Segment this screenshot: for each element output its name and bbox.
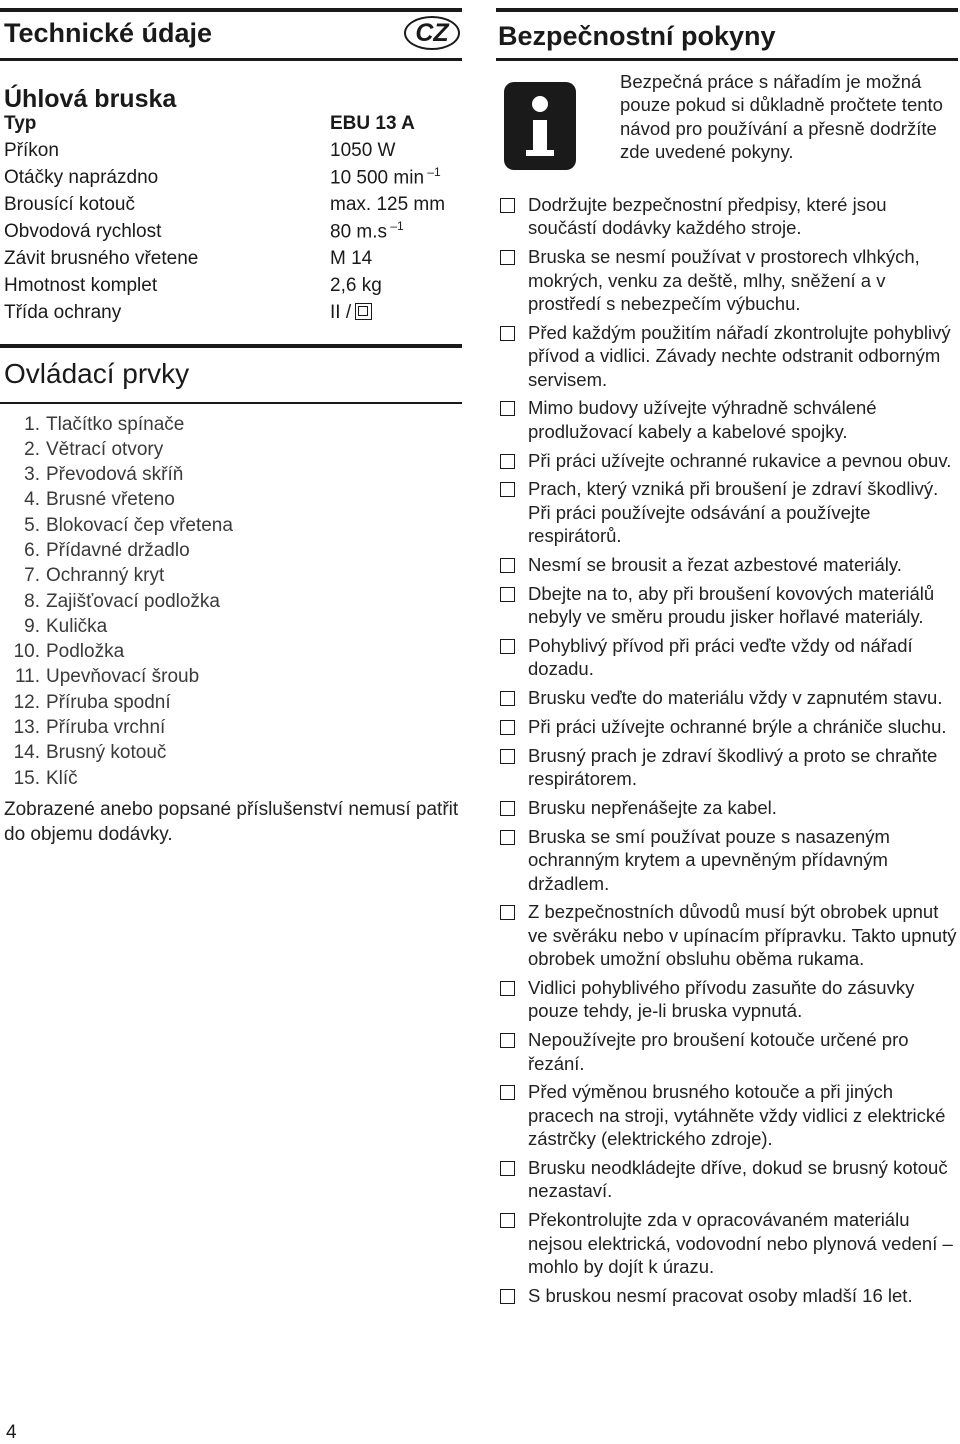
part-label: Převodová skříň — [46, 464, 184, 486]
spec-label: Závit brusného vřetene — [4, 247, 199, 269]
checkbox-bullet-icon — [500, 326, 515, 341]
part-label: Přídavné držadlo — [46, 539, 190, 561]
part-label: Příruba vrchní — [46, 717, 166, 739]
title-rule-right — [496, 58, 958, 61]
part-number: 1. — [24, 413, 40, 435]
section-title-safety: Bezpečnostní pokyny — [498, 21, 776, 51]
part-item — [0, 740, 462, 765]
part-item — [0, 589, 462, 614]
part-item — [0, 766, 462, 791]
spec-row — [4, 299, 462, 326]
controls-rule — [0, 344, 462, 348]
controls-underline — [0, 402, 462, 404]
accessories-note: Zobrazené anebo popsané příslušenství nemusí patřit do objemu dodávky. — [4, 798, 459, 845]
part-item — [0, 462, 462, 487]
checkbox-bullet-icon — [500, 482, 515, 497]
checkbox-bullet-icon — [500, 830, 515, 845]
safety-rule — [496, 1080, 958, 1150]
safety-rule — [496, 1156, 958, 1203]
left-header — [0, 8, 462, 114]
safety-rule-text: Brusku nepřenášejte za kabel. — [528, 797, 777, 819]
spec-label: Otáčky naprázdno — [4, 166, 159, 188]
part-number: 7. — [24, 565, 40, 587]
spec-row — [4, 245, 462, 272]
checkbox-bullet-icon — [500, 401, 515, 416]
spec-label: Třída ochrany — [4, 301, 122, 323]
safety-rule-text: Před každým použitím nářadí zkontrolujte pohyblivý přívod a vidlici. Závady nechte odstranit odborným servisem. — [528, 321, 951, 390]
country-badge: CZ — [404, 16, 460, 50]
part-item — [0, 614, 462, 639]
checkbox-bullet-icon — [500, 198, 515, 213]
part-label: Upevňovací šroub — [46, 666, 200, 688]
safety-rule — [496, 321, 958, 391]
part-number: 14. — [13, 742, 40, 764]
checkbox-bullet-icon — [500, 454, 515, 469]
safety-rule — [496, 825, 958, 895]
safety-rule-text: Dodržujte bezpečnostní předpisy, které jsou součástí dodávky každého stroje. — [528, 194, 887, 239]
part-number: 12. — [13, 691, 40, 713]
safety-rule-text: Vidlici pohyblivého přívodu zasuňte do zásuvky pouze tehdy, je-li bruska vypnutá. — [528, 977, 915, 1022]
spec-value: II / — [330, 302, 462, 324]
safety-rule-text: Z bezpečnostních důvodů musí být obrobek upnut ve svěráku nebo v upínacím přípravku. Takto upnutý obrobek umožní obsluhu oběma rukama. — [528, 901, 957, 970]
part-item — [0, 690, 462, 715]
spec-value: 10 500 min $^{-1}$ — [330, 165, 441, 189]
safety-rule — [496, 245, 958, 315]
safety-rule-text: Bruska se smí používat pouze s nasazeným ochranným krytem a upevněným přídavným držadlem. — [528, 825, 890, 894]
safety-rule — [496, 634, 958, 681]
safety-rule — [496, 1284, 958, 1307]
part-item — [0, 437, 462, 462]
part-label: Brusný kotouč — [46, 742, 167, 764]
spec-row-head — [4, 110, 462, 137]
spec-label: Příkon — [4, 139, 59, 161]
safety-rule-text: Dbejte na to, aby při broušení kovových materiálů nebyly ve směru proudu jisker hořlavé materiály. — [528, 582, 935, 628]
spec-label: Obvodová rychlost — [4, 220, 162, 242]
part-number: 2. — [24, 438, 40, 460]
class-ii-double-square-icon — [355, 303, 372, 320]
part-item — [0, 664, 462, 689]
controls-block — [0, 344, 462, 847]
safety-rule-text: Pohyblivý přívod při práci veďte vždy od nářadí dozadu. — [528, 635, 913, 680]
safety-rule — [496, 553, 958, 576]
right-header — [496, 8, 958, 61]
spec-row — [4, 191, 462, 218]
safety-rule — [496, 477, 958, 547]
product-title: Úhlová bruska — [4, 85, 177, 113]
page-number: 4 — [6, 1422, 17, 1443]
part-label: Blokovací čep vřetena — [46, 514, 233, 536]
safety-rule-text: Prach, který vzniká při broušení je zdraví škodlivý. Při práci používejte odsávání a používejte respirátorů. — [528, 478, 939, 547]
part-number: 13. — [13, 717, 40, 739]
spec-row — [4, 272, 462, 299]
spec-label: Typ — [4, 112, 37, 134]
safety-rule-text: Brusný prach je zdraví škodlivý a proto se chraňte respirátorem. — [528, 744, 938, 790]
spec-row — [4, 218, 462, 245]
title-rule — [0, 58, 462, 61]
parts-list — [0, 412, 462, 791]
safety-rule — [496, 193, 958, 240]
part-number: 8. — [24, 590, 40, 612]
spec-label: Hmotnost komplet — [4, 274, 158, 296]
safety-rule-text: S bruskou nesmí pracovat osoby mladší 16 let. — [528, 1284, 913, 1306]
spec-value: 80 m.s $^{-1}$ — [330, 219, 404, 243]
spec-rows — [4, 137, 462, 326]
spec-row — [4, 164, 462, 191]
safety-rule — [496, 1208, 958, 1278]
checkbox-bullet-icon — [500, 749, 515, 764]
left-title-row — [0, 12, 462, 54]
part-label: Podložka — [46, 641, 125, 663]
part-item — [0, 487, 462, 512]
spec-value: M 14 — [330, 247, 373, 269]
safety-rule-text: Při práci užívejte ochranné rukavice a pevnou obuv. — [528, 449, 952, 471]
safety-rule — [496, 796, 958, 819]
safety-rule-text: Překontrolujte zda v opracovávaném materiálu nejsou elektrická, vodovodní nebo plynová vedení – mohlo by dojít k úrazu. — [528, 1209, 953, 1278]
safety-rule — [496, 449, 958, 472]
part-label: Tlačítko spínače — [46, 413, 185, 435]
part-item — [0, 639, 462, 664]
checkbox-bullet-icon — [500, 691, 515, 706]
safety-rule — [496, 396, 958, 443]
part-number: 3. — [24, 464, 40, 486]
safety-rule-text: Brusku neodkládejte dříve, dokud se brusný kotouč nezastaví. — [528, 1157, 948, 1202]
safety-rule — [496, 715, 958, 738]
safety-rule-text: Bruska se nesmí používat v prostorech vlhkých, mokrých, venku za deště, mlhy, sněžení a v prostředí s nebezpečím výbuchu. — [528, 246, 920, 315]
checkbox-bullet-icon — [500, 639, 515, 654]
section-title-technical-data: Technické údaje — [4, 17, 213, 48]
controls-title: Ovládací prvky — [4, 358, 190, 389]
checkbox-bullet-icon — [500, 1085, 515, 1100]
part-label: Příruba spodní — [46, 691, 171, 713]
checkbox-bullet-icon — [500, 981, 515, 996]
part-number: 9. — [24, 615, 40, 637]
safety-rule — [496, 900, 958, 970]
unit-superscript: –1 — [424, 165, 441, 180]
unit-superscript: –1 — [387, 219, 404, 234]
checkbox-bullet-icon — [500, 1161, 515, 1176]
safety-rule — [496, 1028, 958, 1075]
part-number: 10. — [13, 641, 40, 663]
spec-value: EBU 13 A — [330, 112, 415, 134]
spec-value: max. 125 mm — [330, 193, 446, 215]
safety-rule-text: Před výměnou brusného kotouče a při jiných pracech na stroji, vytáhněte vždy vidlici z elektrické zástrčky (elektrického zdroje). — [528, 1081, 946, 1150]
part-item — [0, 563, 462, 588]
part-label: Ochranný kryt — [46, 565, 165, 587]
part-label: Brusné vřeteno — [46, 489, 175, 511]
part-number: 15. — [13, 767, 40, 789]
safety-rule-text: Nesmí se brousit a řezat azbestové materiály. — [528, 554, 902, 576]
part-label: Zajišťovací podložka — [46, 590, 220, 612]
spec-value: 2,6 kg — [330, 274, 382, 296]
part-item — [0, 513, 462, 538]
part-number: 5. — [24, 514, 40, 536]
safety-rule-text: Při práci užívejte ochranné brýle a chrániče sluchu. — [528, 716, 947, 738]
checkbox-bullet-icon — [500, 1213, 515, 1228]
safety-rule — [496, 744, 958, 791]
checkbox-bullet-icon — [500, 720, 515, 735]
checkbox-bullet-icon — [500, 1289, 515, 1304]
spec-value: 1050 W — [330, 139, 396, 161]
info-text: Bezpečná práce s nářadím je možná pouze pokud si důkladně pročtete tento návod pro používání a přesně dodržíte zde uvedené pokyny. — [620, 71, 943, 163]
part-label: Kulička — [46, 615, 108, 637]
safety-rule-text: Nepoužívejte pro broušení kotouče určené pro řezání. — [528, 1029, 909, 1074]
info-row — [496, 70, 958, 170]
part-number: 6. — [24, 539, 40, 561]
checkbox-bullet-icon — [500, 587, 515, 602]
checkbox-bullet-icon — [500, 558, 515, 573]
safety-rule — [496, 686, 958, 709]
safety-rule — [496, 582, 958, 629]
part-number: 11. — [14, 666, 40, 688]
checkbox-bullet-icon — [500, 801, 515, 816]
part-label: Klíč — [46, 767, 78, 789]
part-number: 4. — [24, 489, 40, 511]
part-label: Větrací otvory — [46, 438, 164, 460]
safety-rule-text: Mimo budovy užívejte výhradně schválené prodlužovací kabely a kabelové spojky. — [528, 397, 877, 442]
safety-rules-list — [496, 193, 958, 1313]
part-item — [0, 538, 462, 563]
info-icon — [504, 82, 576, 170]
checkbox-bullet-icon — [500, 905, 515, 920]
part-item — [0, 412, 462, 437]
spec-label: Brousící kotouč — [4, 193, 135, 215]
spec-row — [4, 137, 462, 164]
spec-table — [4, 110, 462, 326]
safety-rule — [496, 976, 958, 1023]
safety-rule-text: Brusku veďte do materiálu vždy v zapnutém stavu. — [528, 687, 943, 709]
part-item — [0, 715, 462, 740]
checkbox-bullet-icon — [500, 1033, 515, 1048]
checkbox-bullet-icon — [500, 250, 515, 265]
